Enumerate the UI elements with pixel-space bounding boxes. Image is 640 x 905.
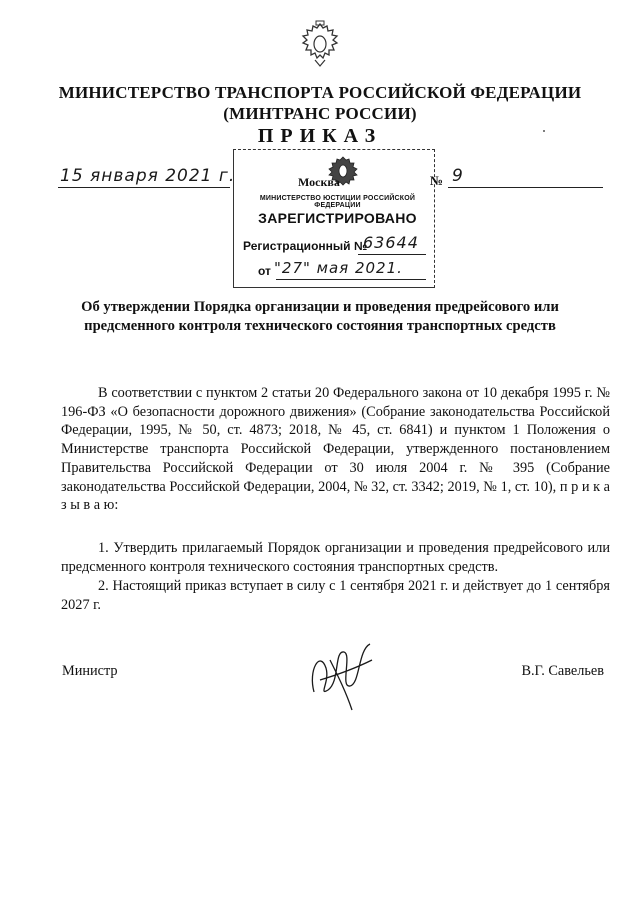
- stamp-date-prefix: от: [258, 264, 271, 278]
- city-label: Москва: [298, 175, 340, 189]
- order-number: 9: [452, 166, 464, 186]
- stamp-ministry-text: МИНИСТЕРСТВО ЮСТИЦИИ РОССИЙСКОЙ ФЕДЕРАЦИИ: [259, 195, 416, 209]
- signer-position: Министр: [62, 663, 118, 679]
- document-type: ПРИКАЗ: [257, 125, 383, 147]
- handwritten-signature: [300, 630, 380, 720]
- stamp-registered-text: ЗАРЕГИСТРИРОВАНО: [258, 210, 417, 226]
- order-date: 15 января 2021 г.: [60, 166, 236, 186]
- clause-2-paragraph: 2. Настоящий приказ вступает в силу с 1 сентября 2021 г. и действует до 1 сентября 2027 г.: [61, 578, 610, 613]
- signer-name: В.Г. Савельев: [521, 663, 604, 679]
- number-label: №: [430, 173, 444, 188]
- speck: [543, 130, 545, 132]
- preamble-paragraph: В соответствии с пунктом 2 статьи 20 Федерального закона от 10 декабря 1995 г. № 196-ФЗ «О безопасности дорожного движения» (Собрание законодательства Российской Федерации, 1995, № 50, ст. 4873; 2018, № 45, ст. 6841) и пунктом 1 Положения о Министерстве транспорта Российской Федерации, утвержденного постановлением Правительства Российской Федерации от 30 июля 2004 г. № 395 (Собрание законодательства Российской Федерации, 2004, № 32, ст. 3342; 2019, № 1, ст. 10), п р и к а з ы в а ю:: [61, 385, 610, 514]
- ministry-name-line2: (МИНТРАНС РОССИИ): [223, 104, 417, 123]
- stamp-reg-label: Регистрационный №: [243, 239, 368, 253]
- coat-of-arms-icon: [297, 20, 343, 70]
- date-underline: [58, 187, 230, 188]
- stamp-reg-number: 63644: [363, 233, 419, 252]
- clause-1-paragraph: 1. Утвердить прилагаемый Порядок организации и проведения предрейсового или предсменного контроля технического состояния транспортных средств.: [61, 540, 610, 575]
- stamp-date-underline: [276, 279, 426, 280]
- stamp-reg-underline: [358, 254, 426, 255]
- document-title: Об утверждении Порядка организации и проведения предрейсового или предсменного контроля технического состояния транспортных средств: [81, 299, 559, 334]
- stamp-date: "27" мая 2021.: [274, 259, 403, 277]
- number-underline: [448, 187, 603, 188]
- ministry-name-line1: МИНИСТЕРСТВО ТРАНСПОРТА РОССИЙСКОЙ ФЕДЕРАЦИИ: [58, 83, 582, 102]
